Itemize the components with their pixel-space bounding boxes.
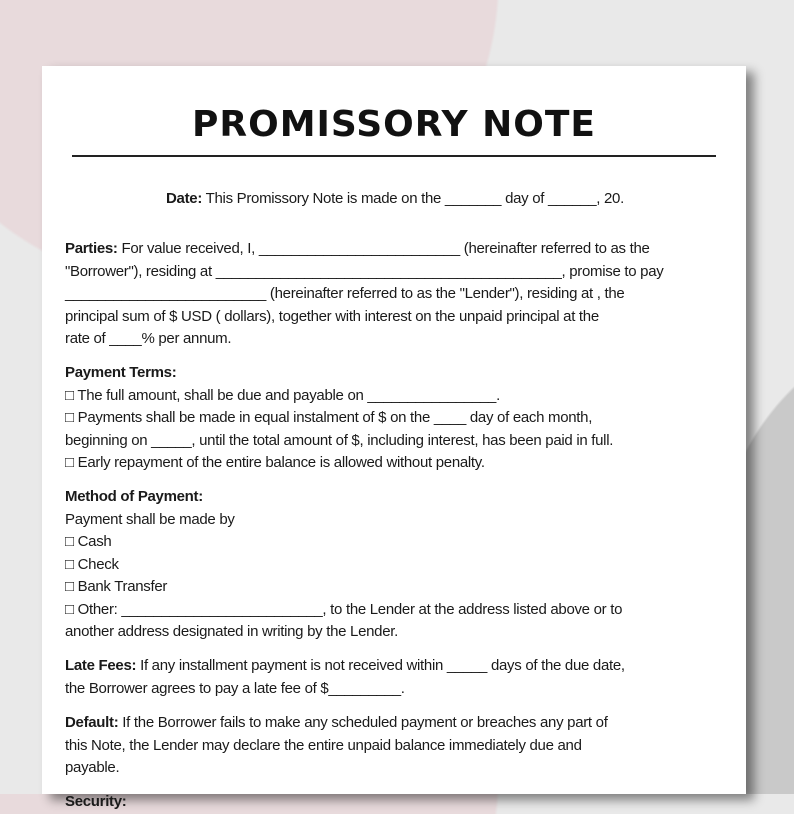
default-line: this Note, the Lender may declare the entire unpaid balance immediately due and [65, 736, 582, 754]
default-section [65, 712, 725, 779]
document-page [42, 66, 746, 811]
parties-section [65, 238, 725, 350]
parties-line: principal sum of $ USD ( dollars), together with interest on the unpaid principal at the [65, 307, 599, 325]
late-fees-section [65, 655, 725, 700]
date-line [65, 188, 725, 210]
late-fees-line: If any installment payment is not received within _____ days of the due date, [136, 657, 625, 675]
document-title: PROMISSORY NOTE [191, 104, 596, 145]
late-fees-line: the Borrower agrees to pay a late fee of $_________. [65, 679, 405, 697]
payment-terms-label: Payment Terms: [65, 364, 177, 382]
parties-line: rate of ____% per annum. [65, 330, 232, 348]
method-line: another address designated in writing by the Lender. [65, 622, 398, 640]
method-option-bank-transfer: □ Bank Transfer [65, 578, 168, 596]
method-option-check: □ Check [65, 555, 119, 573]
security-label: Security: [65, 793, 127, 811]
payment-terms-section [65, 362, 725, 474]
payment-terms-option: □ Early repayment of the entire balance is allowed without penalty. [65, 454, 485, 472]
parties-line: _________________________ (hereinafter referred to as the "Lender"), residing at , the [65, 285, 625, 303]
parties-label: Parties: [65, 240, 118, 258]
method-option-other: □ Other: _________________________, to the Lender at the address listed above or to [65, 600, 623, 618]
method-option-cash: □ Cash [65, 533, 112, 551]
title-divider [72, 155, 716, 157]
method-label: Method of Payment: [65, 488, 203, 506]
date-text: This Promissory Note is made on the _______ day of ______, 20. [202, 190, 624, 207]
parties-line: For value received, I, _________________________ (hereinafter referred to as the [117, 240, 650, 258]
method-section [65, 486, 725, 643]
default-label: Default: [65, 714, 119, 732]
payment-terms-line: beginning on _____, until the total amount of $, including interest, has been paid in full. [65, 431, 614, 449]
payment-terms-option: □ Payments shall be made in equal instalment of $ on the ____ day of each month, [65, 409, 593, 427]
default-line: If the Borrower fails to make any scheduled payment or breaches any part of [118, 714, 608, 732]
payment-terms-option: □ The full amount, shall be due and payable on ________________. [65, 386, 500, 404]
parties-line: "Borrower"), residing at ___________________________________________, promise to pay [65, 262, 664, 280]
document-body [65, 188, 725, 814]
date-label: Date: [166, 190, 203, 207]
method-line: Payment shall be made by [65, 510, 235, 528]
default-line: payable. [65, 758, 120, 776]
late-fees-label: Late Fees: [65, 657, 137, 675]
